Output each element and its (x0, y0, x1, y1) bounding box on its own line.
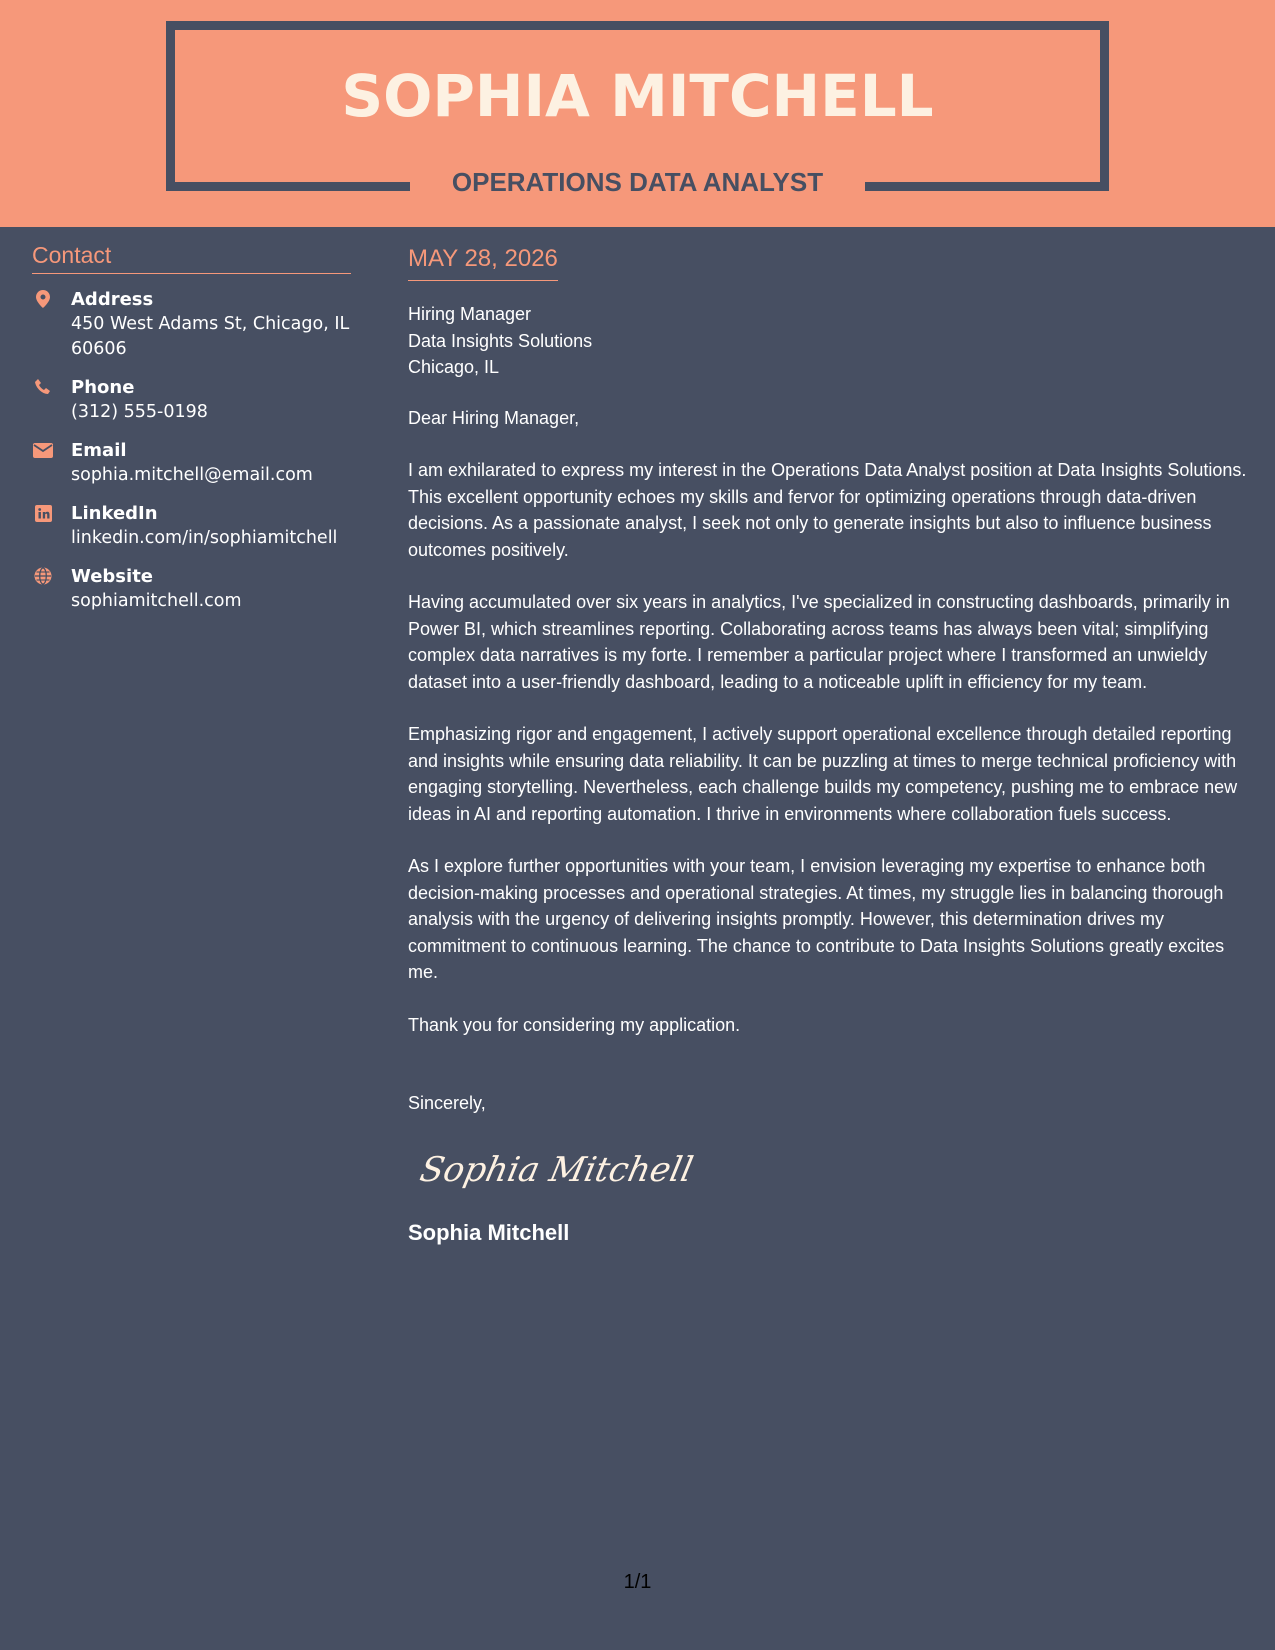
paragraph: Emphasizing rigor and engagement, I actively support operational excellence through detailed reporting and insights while ensuring data reliability. It can be puzzling at times to merge technical proficiency with engaging storytelling. Nevertheless, each challenge builds my competency, pushing me to embrace new ideas in AI and reporting automation. I thrive in environments where collaboration fuels success. (408, 724, 1238, 824)
recipient-location: Chicago, IL (408, 357, 500, 377)
location-pin-icon (34, 290, 52, 308)
contact-value: sophiamitchell.com (71, 591, 242, 611)
contact-label: Email (71, 440, 127, 461)
job-title: OPERATIONS DATA ANALYST (451, 167, 824, 197)
signer-name: Sophia Mitchell (408, 1220, 570, 1245)
contact-value: sophia.mitchell@email.com (71, 465, 313, 485)
contact-value: (312) 555-0198 (71, 402, 208, 422)
contact-label: Phone (71, 377, 135, 398)
paragraph: I am exhilarated to express my interest in the Operations Data Analyst position at Data Insights Solutions. This excellent opportunity echoes my skills and fervor for optimizing operations through data-driven decisions. As a passionate analyst, I seek not only to generate insights but also to influence business outcomes positively. (408, 460, 1247, 560)
closing: Sincerely, (408, 1093, 486, 1113)
handwritten-signature (418, 1145, 1253, 1203)
letter-date: MAY 28, 2026 (408, 244, 558, 281)
paragraph: Having accumulated over six years in analytics, I've specialized in constructing dashboards, primarily in Power BI, which streamlines reporting. Collaborating across teams has always been vital; simplifying complex data narratives is my forte. I remember a particular project where I transformed an unwieldy dataset into a user-friendly dashboard, leading to a noticeable uplift in efficiency for my team. (408, 592, 1230, 692)
envelope-icon (34, 441, 52, 459)
applicant-name: SOPHIA MITCHELL (341, 62, 934, 130)
recipient-company: Data Insights Solutions (408, 330, 593, 351)
contact-address (32, 288, 351, 362)
contact-value: 450 West Adams St, Chicago, IL 60606 (71, 314, 350, 359)
contact-website (32, 565, 351, 614)
paragraph: As I explore further opportunities with your team, I envision leveraging my expertise to enhance both decision-making processes and operational strategies. At times, my struggle lies in balancing thorough analysis with the urgency of delivering insights promptly. However, this determination drives my commitment to continuous learning. The chance to contribute to Data Insights Solutions greatly excites me. (408, 856, 1225, 982)
contact-value: linkedin.com/in/sophiamitchell (71, 528, 338, 548)
phone-icon (34, 378, 52, 396)
letter-body (408, 244, 1253, 1247)
contact-phone (32, 376, 351, 425)
signature-text: Sophia Mitchell (416, 1149, 697, 1190)
recipient-block (408, 301, 1253, 381)
contact-sidebar (32, 242, 351, 614)
salutation: Dear Hiring Manager, (408, 407, 580, 428)
contact-label: Website (71, 566, 154, 587)
paragraph: Thank you for considering my application. (408, 1014, 741, 1035)
contact-label: LinkedIn (71, 503, 158, 524)
recipient-title: Hiring Manager (408, 304, 532, 324)
contact-email (32, 439, 351, 488)
contact-label: Address (71, 289, 154, 310)
page-number: 1/1 (623, 1571, 652, 1593)
contact-linkedin (32, 502, 351, 551)
linkedin-icon (34, 504, 52, 522)
globe-icon (34, 567, 52, 585)
contact-heading: Contact (32, 242, 351, 274)
header-banner (0, 0, 1275, 227)
